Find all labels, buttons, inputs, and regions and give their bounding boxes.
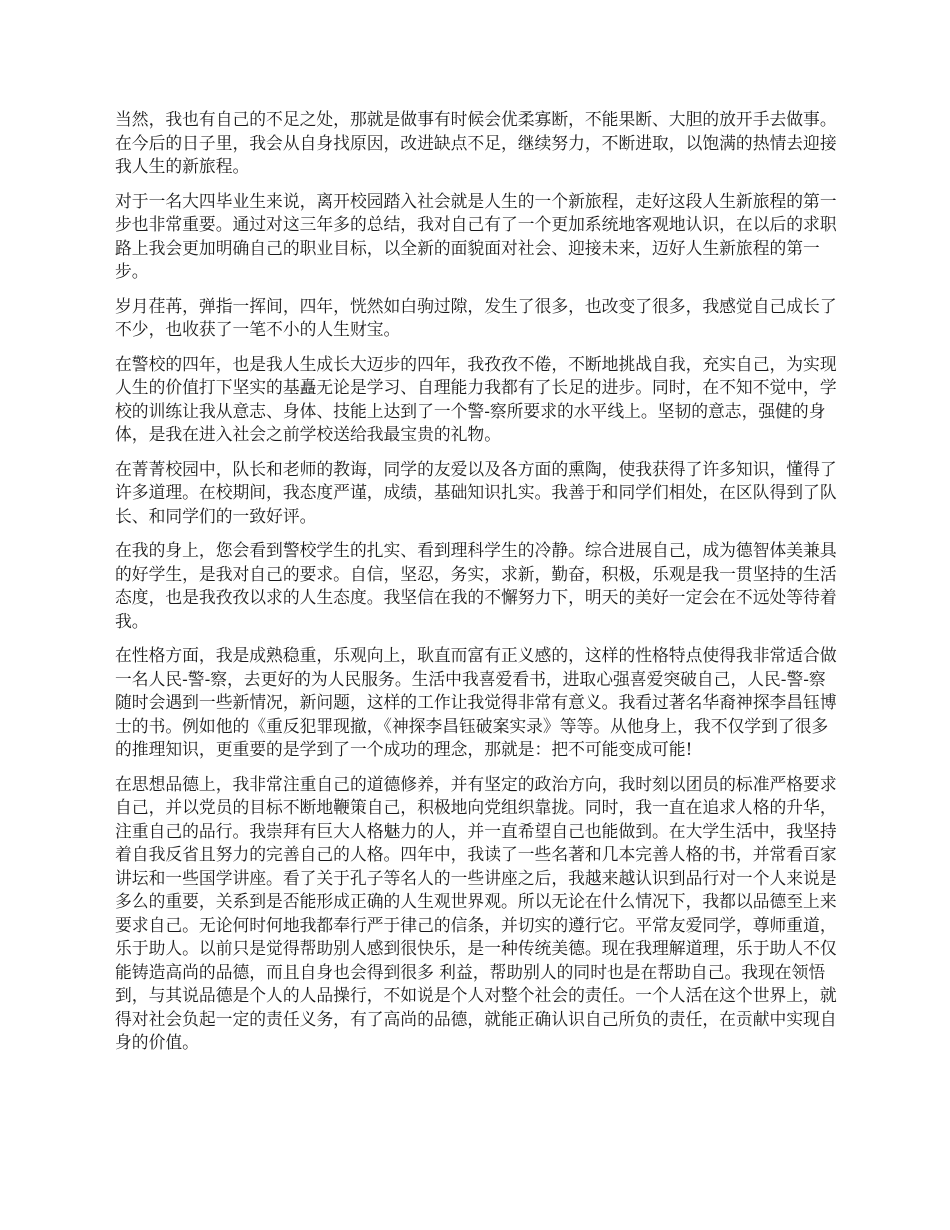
paragraph: 在我的身上，您会看到警校学生的扎实、看到理科学生的冷静。综合进展自己，成为德智体美兼具的好学生，是我对自己的要求。自信，坚忍，务实，求新，勤奋，积极，乐观是我一贯坚持的生活态度，也是我孜孜以求的人生态度。我坚信在我的不懈努力下，明天的美好一定会在不远处等待着我。 <box>115 540 837 631</box>
paragraph: 岁月荏苒，弹指一挥间，四年，恍然如白驹过隙，发生了很多，也改变了很多，我感觉自己成长了不少，也收获了一笔不小的人生财宝。 <box>115 295 837 339</box>
paragraph: 当然，我也有自己的不足之处，那就是做事有时候会优柔寡断，不能果断、大胆的放开手去做事。在今后的日子里，我会从自身找原因，改进缺点不足，继续努力，不断进取，以饱满的热情去迎接我人生的新旅程。 <box>115 109 837 176</box>
document-body <box>115 108 840 1066</box>
paragraph: 在警校的四年，也是我人生成长大迈步的四年，我孜孜不倦，不断地挑战自我，充实自己，为实现人生的价值打下坚实的基矗无论是学习、自理能力我都有了长足的进步。同时，在不知不觉中，学校的训练让我从意志、身体、技能上达到了一个警-察所要求的水平线上。坚韧的意志，强健的身体，是我在进入社会之前学校送给我最宝贵的礼物。 <box>115 353 837 444</box>
paragraph: 对于一名大四毕业生来说，离开校园踏入社会就是人生的一个新旅程，走好这段人生新旅程的第一步也非常重要。通过对这三年多的总结，我对自己有了一个更加系统地客观地认识，在以后的求职路上我会更加明确自己的职业目标，以全新的面貌面对社会、迎接未来，迈好人生新旅程的第一步。 <box>115 190 837 281</box>
paragraph: 在思想品德上，我非常注重自己的道德修养，并有坚定的政治方向，我时刻以团员的标准严格要求自己，并以党员的目标不断地鞭策自己，积极地向党组织靠拢。同时，我一直在追求人格的升华，注重自己的品行。我崇拜有巨大人格魅力的人，并一直希望自己也能做到。在大学生活中，我坚持着自我反省且努力的完善自己的人格。四年中，我读了一些名著和几本完善人格的书，并常看百家讲坛和一些国学讲座。看了关于孔子等名人的一些讲座之后，我越来越认识到品行对一个人来说是多么的重要，关系到是否能形成正确的人生观世界观。所以无论在什么情况下，我都以品德至上来要求自己。无论何时何地我都奉行严于律己的信条，并切实的遵行它。平常友爱同学，尊师重道，乐于助人。以前只是觉得帮助别人感到很快乐，是一种传统美德。现在我理解道理，乐于助人不仅能铸造高尚的品德，而且自身也会得到很多 利益，帮助别人的同时也是在帮助自己。我现在领悟到，与其说品德是个人的人品操行，不如说是个人对整个社会的责任。一个人活在这个世界上，就得对社会负起一定的责任义务，有了高尚的品德，就能正确认识自己所负的责任，在贡献中实现自身的价值。 <box>115 773 837 1052</box>
paragraph: 在菁菁校园中，队长和老师的教诲，同学的友爱以及各方面的熏陶，使我获得了许多知识，懂得了许多道理。在校期间，我态度严谨，成绩，基础知识扎实。我善于和同学们相处，在区队得到了队长、和同学们的一致好评。 <box>115 458 837 526</box>
paragraph: 在性格方面，我是成熟稳重，乐观向上，耿直而富有正义感的，这样的性格特点使得我非常适合做一名人民-警-察，去更好的为人民服务。生活中我喜爱看书，进取心强喜爱突破自己，人民-警-察随时会遇到一些新情况，新问题，这样的工作让我觉得非常有意义。我看过著名华裔神探李昌钰博士的书。例如他的《重反犯罪现撤，《神探李昌钰破案实录》等等。从他身上，我不仅学到了很多的推理知识，更重要的是学到了一个成功的理念，那就是：把不可能变成可能! <box>115 645 837 759</box>
